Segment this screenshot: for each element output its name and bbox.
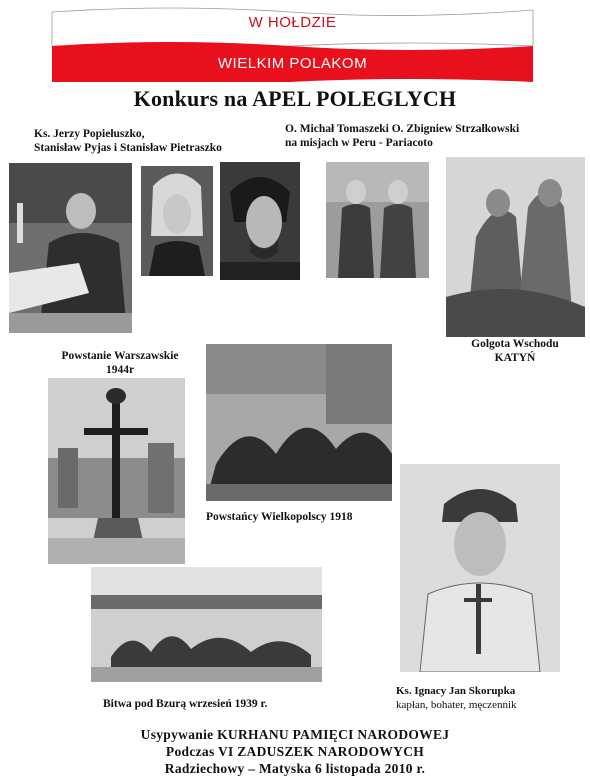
caption-bzura: Bitwa pod Bzurą wrzesień 1939 r. (103, 698, 268, 710)
photo-warsaw-cross (48, 378, 185, 564)
banner-top-text: W HOŁDZIE (248, 14, 337, 31)
page-title: Konkurs na APEL POLEGLYCH (133, 86, 457, 111)
photo-peru-missionaries (326, 162, 429, 278)
caption-katyn-line1: Golgota Wschodu (471, 338, 559, 350)
caption-katyn-line2: KATYŃ (494, 352, 536, 364)
caption-peru-line2: na misjach w Peru - Pariacoto (285, 137, 433, 149)
photo-katyn-drawing (446, 157, 585, 337)
caption-peru (285, 122, 585, 150)
footer-line3: Radziechowy – Matyska 6 listopada 2010 r. (164, 761, 426, 776)
caption-warsaw (40, 349, 200, 377)
caption-wielkopolska: Powstańcy Wielkopolscy 1918 (206, 511, 353, 523)
photo-pietraszko (220, 162, 300, 280)
banner-bottom-text: WIELKIM POLAKOM (217, 55, 368, 72)
caption-skorupka-line2: kapłan, bohater, męczennik (396, 699, 517, 711)
caption-katyn (440, 337, 590, 365)
caption-peru-line1: O. Michał Tomaszeki O. Zbigniew Strzałkowski (285, 123, 520, 135)
photo-pyjas (141, 166, 213, 276)
caption-popieluszko-line2: Stanisław Pyjas i Stanisław Pietraszko (34, 142, 222, 154)
photo-bzura-battle (91, 567, 322, 682)
caption-popieluszko-line1: Ks. Jerzy Popiełuszko, (34, 128, 145, 140)
photo-popieluszko (9, 163, 132, 333)
caption-warsaw-line2: 1944r (105, 364, 135, 376)
caption-warsaw-line1: Powstanie Warszawskie (61, 350, 179, 362)
photo-skorupka-drawing (400, 464, 560, 672)
caption-popieluszko (34, 127, 284, 155)
caption-skorupka-line1: Ks. Ignacy Jan Skorupka (396, 685, 516, 697)
footer-line1: Usypywanie KURHANU PAMIĘCI NARODOWEJ (140, 727, 450, 742)
photo-wielkopolska-cavalry (206, 344, 392, 501)
footer-line2: Podczas VI ZADUSZEK NARODOWYCH (165, 744, 425, 759)
caption-skorupka (396, 684, 586, 712)
